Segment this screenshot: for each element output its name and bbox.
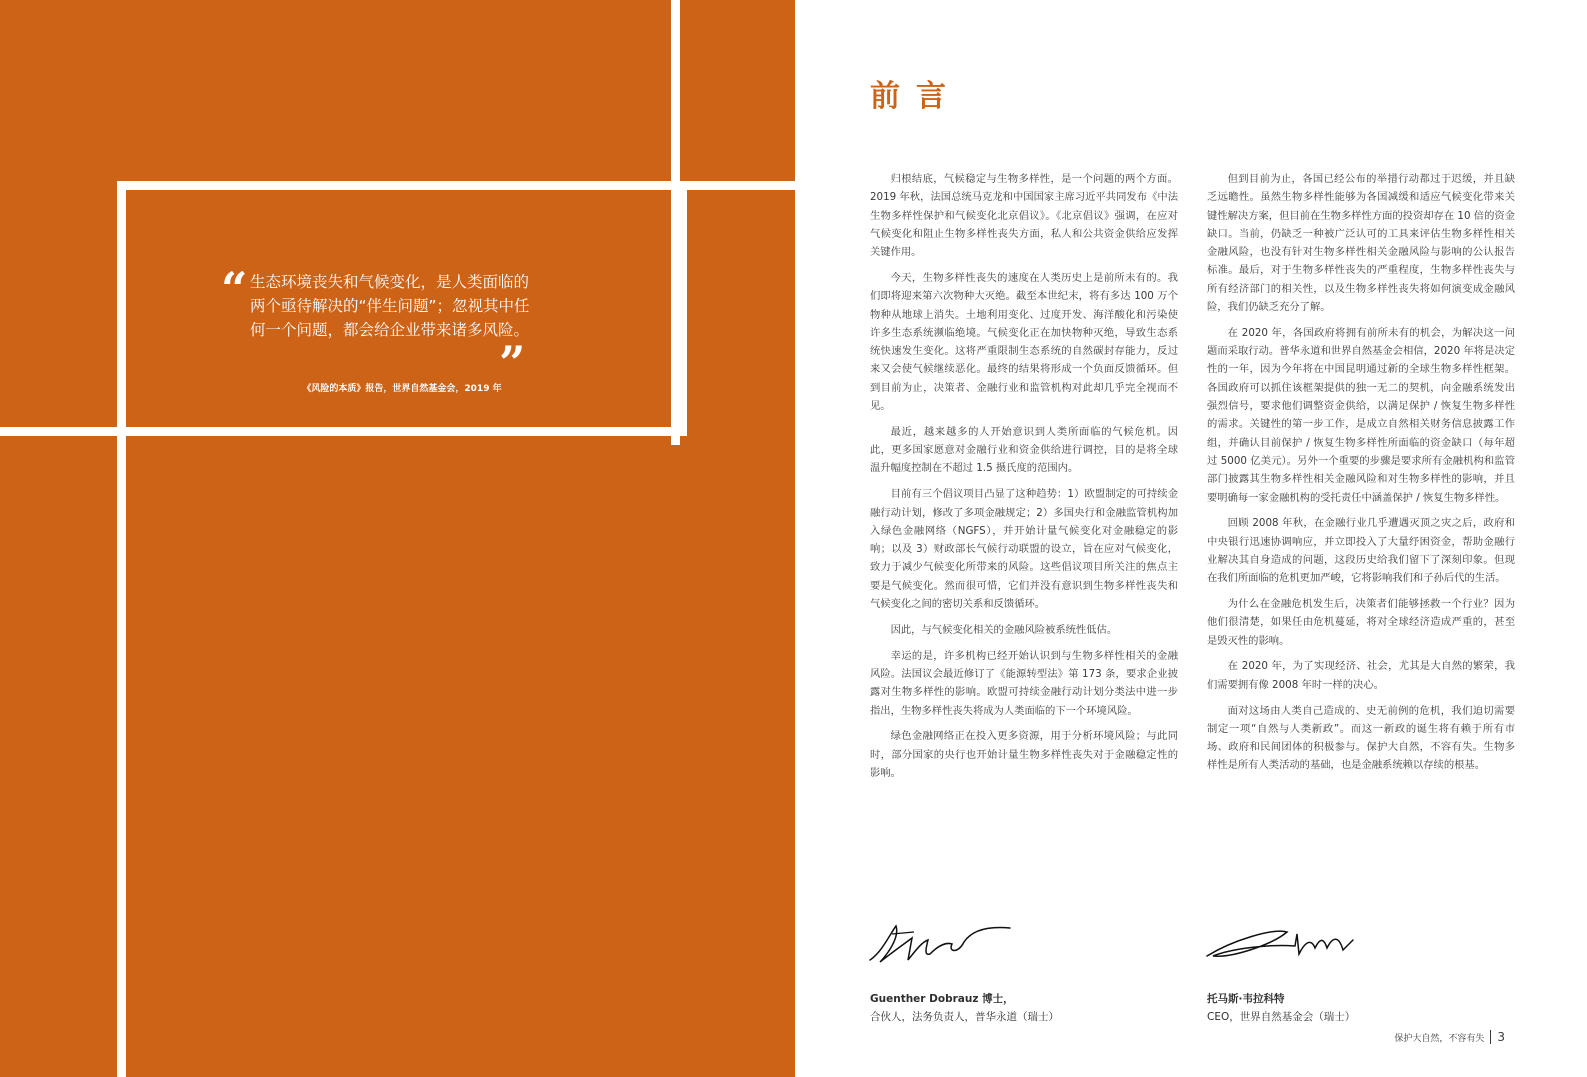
page-footer bbox=[1394, 1030, 1505, 1044]
signature-image-right bbox=[1203, 918, 1363, 968]
paragraph: 在 2020 年，为了实现经济、社会，尤其是大自然的繁荣，我们需要拥有像 2008 年时一样的决心。 bbox=[1207, 660, 1515, 691]
open-quote-icon: “ bbox=[221, 262, 248, 316]
paragraph: 为什么在金融危机发生后，决策者们能够拯救一个行业？因为他们很清楚，如果任由危机蔓延，将对全球经济造成严重的，甚至是毁灭性的影响。 bbox=[1207, 598, 1515, 647]
paragraph: 因此，与气候变化相关的金融风险被系统性低估。 bbox=[890, 623, 1118, 636]
paragraph: 幸运的是，许多机构已经开始认识到与生物多样性相关的金融风险。法国议会最近修订了《能源转型法》第 173 条，要求企业披露对生物多样性的影响。欧盟可持续金融行动计划分类法中进一步指出，生物多样性丧失将成为人类面临的下一个环境风险。 bbox=[870, 649, 1178, 717]
signature-name-left: Guenther Dobrauz 博士， bbox=[870, 993, 1014, 1005]
page-number: 3 bbox=[1497, 1030, 1505, 1044]
close-quote-icon: ” bbox=[499, 336, 526, 390]
text-column-right bbox=[1207, 170, 1515, 782]
text-column-left bbox=[870, 170, 1178, 790]
footer-tagline: 保护大自然，不容有失 bbox=[1394, 1033, 1485, 1044]
paragraph: 回顾 2008 年秋，在金融行业几乎遭遇灭顶之灾之后，政府和中央银行迅速协调响应，并立即投入了大量纾困资金，帮助金融行业解决其自身造成的问题，这段历史给我们留下了深刻印象。但现在我们所面临的危机更加严峻，它将影响我们和子孙后代的生活。 bbox=[1207, 517, 1515, 585]
footer-divider bbox=[1490, 1030, 1491, 1044]
signature-role-left: 合伙人，法务负责人，普华永道（瑞士） bbox=[870, 1011, 1059, 1023]
signature-name-right: 托马斯·韦拉科特 bbox=[1207, 993, 1285, 1005]
paragraph: 归根结底，气候稳定与生物多样性，是一个问题的两个方面。2019 年秋，法国总统马克龙和中国国家主席习近平共同发布《中法生物多样性保护和气候变化北京倡议》。《北京倡议》强调，在应对气候变化和阻止生物多样性丧失方面，私人和公共资金供给应发挥关键作用。 bbox=[870, 173, 1178, 259]
paragraph: 目前有三个倡议项目凸显了这种趋势：1）欧盟制定的可持续金融行动计划，修改了多项金融规定；2）多国央行和金融监管机构加入绿色金融网络（NGFS），并开始计量气候变化对金融稳定的影响；以及 3）财政部长气候行动联盟的设立，旨在应对气候变化，致力于减少气候变化所带来的风险。这些倡议项目所关注的焦点主要是气候变化。然而很可惜，它们并没有意识到生物多样性丧失和气候变化之间的密切关系和反馈循环。 bbox=[870, 488, 1178, 611]
quote-box bbox=[117, 181, 687, 436]
paragraph: 面对这场由人类自己造成的、史无前例的危机，我们迫切需要制定一项“自然与人类新政”。而这一新政的诞生将有赖于所有市场、政府和民间团体的积极参与。保护大自然，不容有失。生物多样性是所有人类活动的基础，也是金融系统赖以存续的根基。 bbox=[1207, 704, 1515, 772]
paragraph: 在 2020 年，各国政府将拥有前所未有的机会，为解决这一问题而采取行动。普华永道和世界自然基金会相信，2020 年将是决定性的一年，因为今年将在中国昆明通过新的全球生物多样性框架。各国政府可以抓住该框架提供的独一无二的契机，向金融系统发出强烈信号，要求他们调整资金供给，以满足保护 / 恢复生物多样性的需求。关键性的第一步工作，是成立自然相关财务信息披露工作组，并确认目前保护 / 恢复生物多样性所面临的资金缺口（每年超过 5000 亿美元）。另外一个重要的步骤是要求所有金融机构和监管部门披露其生物多样性相关金融风险和对生物多样性的影响，并且要明确每一家金融机构的受托责任中涵盖保护 / 恢复生物多样性。 bbox=[1207, 326, 1515, 504]
paragraph: 绿色金融网络正在投入更多资源，用于分析环境风险；与此同时，部分国家的央行也开始计量生物多样性丧失对于金融稳定性的影响。 bbox=[870, 730, 1178, 779]
paragraph: 今天，生物多样性丧失的速度在人类历史上是前所未有的。我们即将迎来第六次物种大灭绝。截至本世纪末，将有多达 100 万个物种从地球上消失。土地利用变化、过度开发、海洋酸化和污染使许多生态系统濒临绝境。气候变化正在加快物种灭绝，导致生态系统快速发生变化。这将严重限制生态系统的自然碳封存能力，反过来又会使气候继续恶化。最终的结果将形成一个负面反馈循环。但到目前为止，决策者、金融行业和监管机构对此却几乎完全视而不见。 bbox=[870, 271, 1178, 413]
signature-image-left bbox=[868, 912, 1018, 972]
paragraph: 但到目前为止，各国已经公布的举措行动都过于迟缓，并且缺乏远瞻性。虽然生物多样性能够为各国减缓和适应气候变化带来关键性解决方案，但目前在生物多样性方面的投资却存在 10 倍的资金缺口。当前，仍缺乏一种被广泛认可的工具来评估生物多样性相关金融风险，也没有针对生物多样性相关金融风险与影响的公认报告标准。最后，对于生物多样性丧失的严重程度，生物多样性丧失与所有经济部门的相关性，以及生物多样性丧失将如何演变成金融风险，我们仍缺乏充分了解。 bbox=[1207, 173, 1515, 314]
paragraph: 最近，越来越多的人开始意识到人类所面临的气候危机。因此，更多国家愿意对金融行业和资金供给进行调控，目的是将全球温升幅度控制在不超过 1.5 摄氏度的范围内。 bbox=[870, 425, 1178, 475]
page-title: 前言 bbox=[870, 79, 962, 114]
quote-text: 生态环境丧失和气候变化，是人类面临的两个亟待解决的“伴生问题”；忽视其中任何一个问题，都会给企业带来诸多风险。 bbox=[250, 273, 530, 339]
quote-source: 《风险的本质》报告，世界自然基金会，2019 年 bbox=[302, 384, 502, 394]
signature-role-right: CEO，世界自然基金会（瑞士） bbox=[1207, 1011, 1356, 1023]
